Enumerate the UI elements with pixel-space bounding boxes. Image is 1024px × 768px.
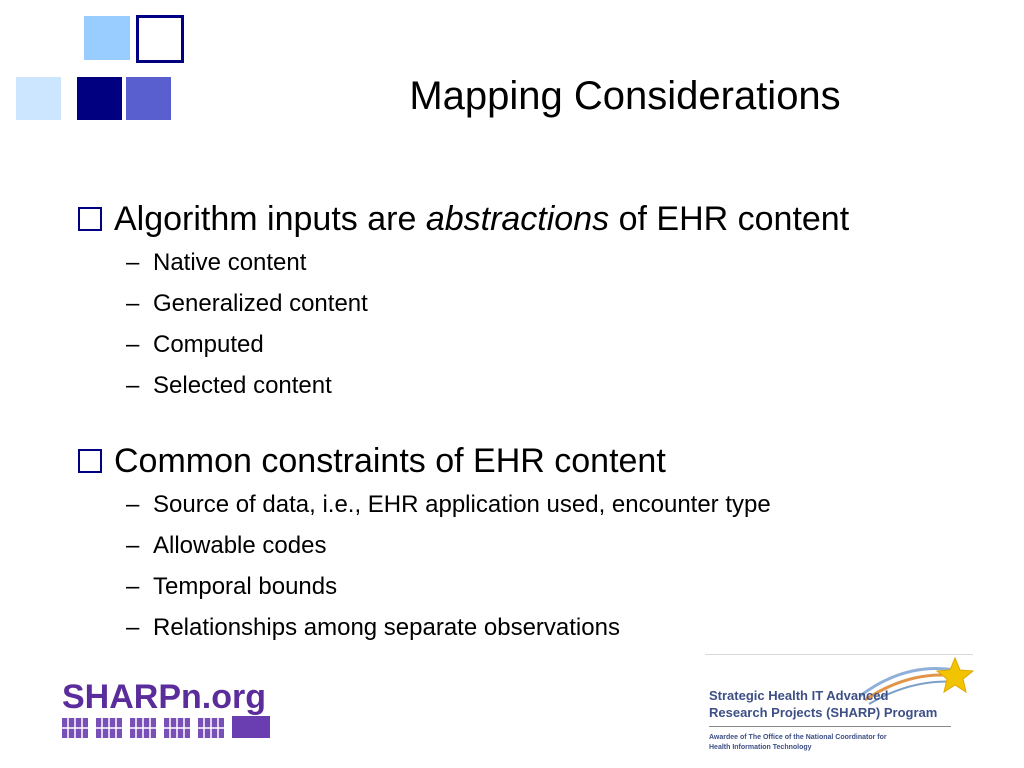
decor-square-pale-blue — [16, 77, 61, 120]
sub-bullet-text: Source of data, i.e., EHR application used, encounter type — [153, 491, 771, 518]
dash-bullet-icon: – — [126, 290, 140, 317]
dash-bullet-icon: – — [126, 573, 140, 600]
dash-bullet-icon: – — [126, 331, 140, 358]
heading-emphasis: abstractions — [425, 200, 610, 238]
sub-bullet-text: Selected content — [153, 372, 332, 399]
bullet-heading-text: Common constraints of EHR content — [114, 442, 666, 480]
program-name-line-2: Research Projects (SHARP) Program — [709, 705, 938, 720]
sub-bullet — [72, 607, 1002, 648]
slide-body — [72, 196, 1002, 648]
heading-text-part: of EHR content — [609, 200, 850, 238]
building-blocks-icon — [62, 716, 277, 740]
sub-bullet-text: Native content — [153, 249, 307, 276]
sub-bullet-text: Computed — [153, 331, 264, 358]
dash-bullet-icon: – — [126, 532, 140, 559]
bullet-heading-text — [114, 196, 849, 242]
dash-bullet-icon: – — [126, 491, 140, 518]
decor-square-navy — [77, 77, 122, 120]
sub-bullet — [72, 484, 1002, 525]
program-awardee-line-1: Awardee of The Office of the National Coordinator for — [709, 734, 887, 741]
program-awardee-line-2: Health Information Technology — [709, 744, 812, 751]
decor-square-outline — [136, 15, 184, 63]
bullet-heading-1 — [72, 196, 1002, 242]
divider — [709, 726, 951, 727]
dash-bullet-icon: – — [126, 614, 140, 641]
bullet-heading-2 — [72, 438, 1002, 484]
sharpn-logo-text: SHARPn.org — [62, 678, 266, 716]
divider — [705, 654, 973, 655]
sub-bullet-text: Generalized content — [153, 290, 368, 317]
sub-bullet — [72, 324, 1002, 365]
sharpn-logo — [62, 678, 277, 742]
decor-square-light-blue — [84, 16, 130, 60]
program-name-line-1: Strategic Health IT Advanced — [709, 688, 889, 703]
decor-square-periwinkle — [126, 77, 171, 120]
heading-text-part: Algorithm inputs are — [114, 200, 426, 238]
sub-bullet-text: Allowable codes — [153, 532, 327, 559]
sub-bullet — [72, 365, 1002, 406]
sub-bullet — [72, 566, 1002, 607]
sub-bullet — [72, 525, 1002, 566]
slide-title: Mapping Considerations — [409, 74, 841, 118]
sub-bullet — [72, 283, 1002, 324]
sub-bullet — [72, 242, 1002, 283]
square-bullet-icon — [78, 449, 102, 473]
sharp-program-logo — [705, 654, 975, 764]
sub-bullet-text: Relationships among separate observations — [153, 614, 620, 641]
dash-bullet-icon: – — [126, 372, 140, 399]
dash-bullet-icon: – — [126, 249, 140, 276]
sub-bullet-text: Temporal bounds — [153, 573, 338, 600]
square-bullet-icon — [78, 207, 102, 231]
